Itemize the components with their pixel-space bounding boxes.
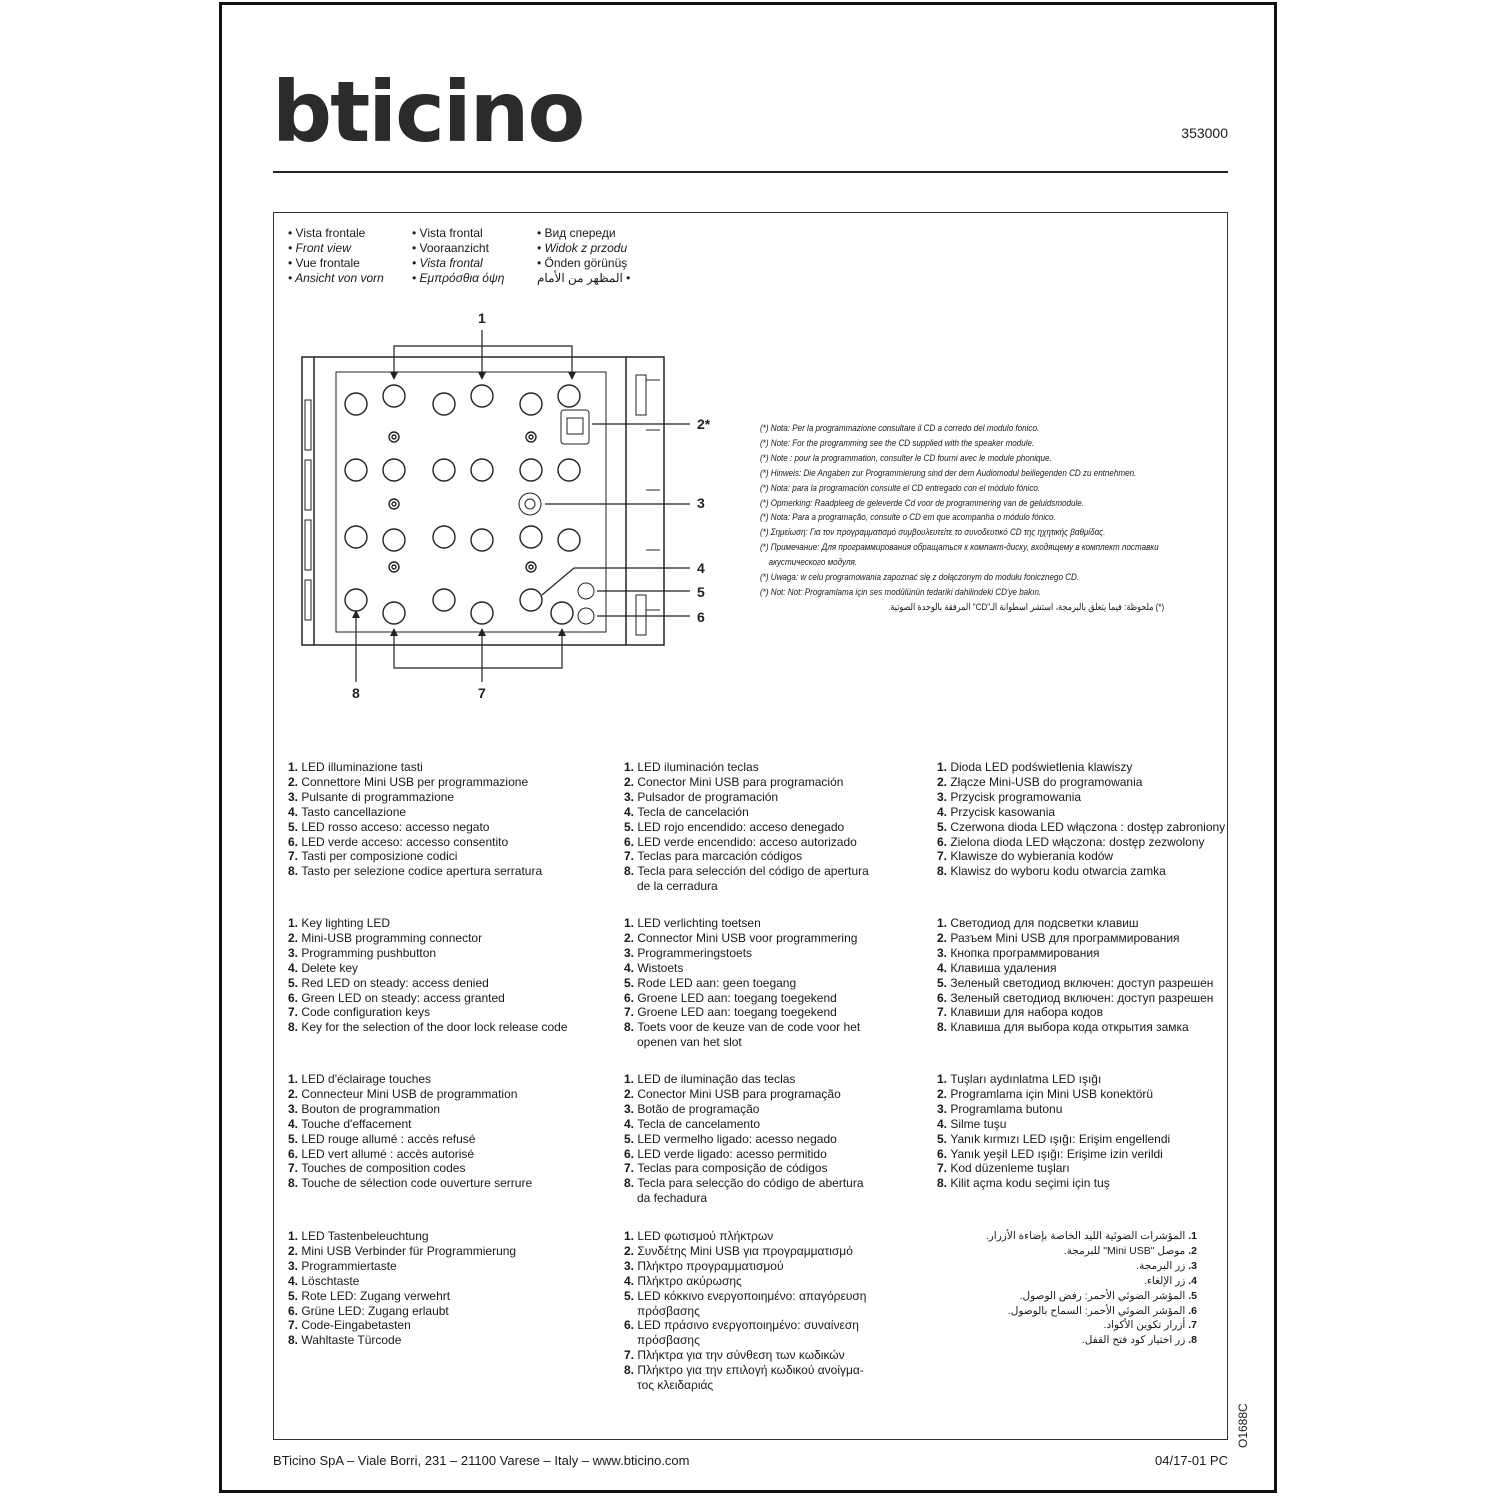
keypad-key bbox=[558, 385, 580, 407]
caption-line: 1. Key lighting LED bbox=[288, 916, 391, 930]
view-label: • المظهر من الأمام bbox=[537, 271, 631, 285]
caption-line: 8. Key for the selection of the door lock release code bbox=[288, 1020, 568, 1035]
caption-line: 4. Tecla de cancelación bbox=[624, 804, 749, 819]
note-line: (*) Σημείωση: Για τον προγραμματισμό συμβουλευτείτε το συνοδευτικό CD της ηχητικής βαθμίδας. bbox=[760, 526, 1106, 538]
note-line: (*) Not: Not: Programlama için ses modülünün tedariki dahilindeki CD'ye bakın. bbox=[760, 585, 1042, 597]
note-line: акустического модуля. bbox=[768, 556, 858, 568]
caption-line: 8. Wahltaste Türcode bbox=[288, 1333, 402, 1348]
callout-6: 6 bbox=[697, 609, 705, 625]
keypad-key bbox=[383, 385, 405, 407]
caption-line: 1. LED Tastenbeleuchtung bbox=[288, 1229, 429, 1243]
caption-line: 1. Светодиод для подсветки клавиш bbox=[937, 916, 1139, 930]
caption-line: 5. LED rojo encendido: acceso denegado bbox=[624, 819, 845, 834]
keypad-key bbox=[471, 385, 493, 407]
note-line-arabic: (*) ملحوظة: فيما يتعلق بالبرمجة، استشر اسطوانة الـ"CD" المرفقة بالوحدة الصوتية. bbox=[888, 600, 1165, 612]
caption-line: 2. Mini USB Verbinder für Programmierung bbox=[288, 1243, 517, 1258]
caption-line: 3. زر البرمجة. bbox=[1136, 1259, 1197, 1272]
caption-line: 8. Toets voor de keuze van de code voor het bbox=[624, 1020, 861, 1035]
view-label: • Vue frontale bbox=[288, 256, 360, 270]
caption-line: 7. أزرار تكوين الأكواد. bbox=[1103, 1319, 1197, 1332]
caption-line: 2. Mini-USB programming connector bbox=[288, 930, 483, 945]
caption-line: de la cerradura bbox=[637, 879, 718, 894]
caption-line: 2. Programlama için Mini USB konektörü bbox=[937, 1086, 1154, 1101]
caption-line: 7. Groene LED aan: toegang toegekend bbox=[624, 1005, 837, 1020]
callout-2: 2* bbox=[697, 416, 711, 432]
caption-line: 3. Кнопка программирования bbox=[937, 945, 1100, 960]
caption-line: 6. Green LED on steady: access granted bbox=[288, 990, 505, 1005]
caption-line: 5. Зеленый светодиод включен: доступ разрешен bbox=[937, 975, 1214, 990]
caption-line: 8. Tecla para selección del código de apertura bbox=[624, 864, 869, 879]
note-line: (*) Uwaga: w celu programowania zapoznać się z dołączonym do modułu fonicznego CD. bbox=[760, 571, 1080, 583]
caption-line: 1. LED de iluminação das teclas bbox=[624, 1072, 796, 1086]
caption-block-ar bbox=[937, 1229, 1197, 1348]
view-label: • Widok z przodu bbox=[537, 241, 628, 255]
caption-line: 7. Klawisze do wybierania kodów bbox=[937, 849, 1114, 864]
callout-7: 7 bbox=[478, 685, 486, 701]
caption-line: 2. Connettore Mini USB per programmazione bbox=[288, 774, 529, 789]
document-code: O1688C bbox=[1236, 1403, 1250, 1448]
caption-line: 4. Tasto cancellazione bbox=[288, 804, 407, 819]
caption-line: 4. زر الإلغاء. bbox=[1144, 1274, 1197, 1287]
caption-line: 8. Kilit açma kodu seçimi için tuş bbox=[937, 1176, 1110, 1191]
caption-line: 7. Teclas para composição de códigos bbox=[624, 1161, 828, 1176]
caption-line: da fechadura bbox=[637, 1191, 708, 1206]
caption-line: 1. LED iluminación teclas bbox=[624, 760, 759, 774]
caption-line: 4. Silme tuşu bbox=[937, 1116, 1007, 1131]
keypad-key bbox=[433, 393, 455, 415]
caption-line: 4. Tecla de cancelamento bbox=[624, 1116, 761, 1131]
keypad-key bbox=[433, 459, 455, 481]
caption-line: 2. Conector Mini USB para programação bbox=[624, 1086, 841, 1101]
note-line: (*) Note: For the programming see the CD supplied with the speaker module. bbox=[760, 436, 1035, 448]
view-label: • Vista frontale bbox=[288, 226, 366, 240]
caption-line: 3. Przycisk programowania bbox=[937, 789, 1082, 804]
footer-date: 04/17-01 PC bbox=[1155, 1453, 1228, 1468]
caption-line: 4. Wistoets bbox=[624, 960, 684, 975]
product-code: 353000 bbox=[1181, 125, 1228, 141]
keypad-key bbox=[520, 459, 542, 481]
caption-line: 5. LED κόκκινο ενεργοποιημένο: απαγόρευση bbox=[624, 1288, 867, 1303]
caption-line: 3. Bouton de programmation bbox=[288, 1101, 441, 1116]
caption-line: 2. Złącze Mini-USB do programowania bbox=[937, 774, 1143, 789]
keypad-key bbox=[520, 589, 542, 611]
keypad-key bbox=[383, 459, 405, 481]
keypad-key bbox=[345, 459, 367, 481]
caption-line: 1. المؤشرات الضوئية الليد الخاصة بإضاءة الأزرار. bbox=[985, 1230, 1197, 1242]
green-led bbox=[578, 608, 594, 624]
caption-line: 5. Yanık kırmızı LED ışığı: Erişim engellendi bbox=[937, 1131, 1171, 1146]
caption-line: 5. LED rosso acceso: accesso negato bbox=[288, 819, 490, 834]
caption-line: 4. Przycisk kasowania bbox=[937, 804, 1056, 819]
caption-line: 7. Kod düzenleme tuşları bbox=[937, 1161, 1070, 1176]
caption-line: 8. Touche de sélection code ouverture serrure bbox=[288, 1176, 533, 1191]
caption-line: 1. LED illuminazione tasti bbox=[288, 760, 423, 774]
caption-line: 6. Yanık yeşil LED ışığı: Erişime izin verildi bbox=[937, 1146, 1163, 1161]
caption-line: 6. LED vert allumé : accès autorisé bbox=[288, 1146, 475, 1161]
caption-line: 3. Programlama butonu bbox=[937, 1101, 1063, 1116]
caption-line: 1. LED φωτισμού πλήκτρων bbox=[624, 1229, 774, 1243]
caption-line: 7. Code-Eingabetasten bbox=[288, 1318, 411, 1333]
caption-block-el bbox=[624, 1229, 924, 1393]
caption-line: 1. Tuşları aydınlatma LED ışığı bbox=[937, 1072, 1102, 1086]
caption-line: 8. Πλήκτρο για την επιλογή κωδικού ανοίγμα- bbox=[624, 1363, 864, 1378]
keypad-key bbox=[345, 526, 367, 548]
callout-4: 4 bbox=[697, 560, 705, 576]
caption-line: 8. Klawisz do wyboru kodu otwarcia zamka bbox=[937, 864, 1166, 879]
caption-line: 7. Πλήκτρα για την σύνθεση των κωδικών bbox=[624, 1348, 845, 1363]
note-line: (*) Note : pour la programmation, consulter le CD fourni avec le module phonique. bbox=[760, 451, 1052, 463]
view-label: • Vista frontal bbox=[412, 256, 483, 270]
view-label: • Vista frontal bbox=[412, 226, 483, 240]
keypad-key bbox=[345, 589, 367, 611]
caption-line: 6. LED verde ligado: acesso permitido bbox=[624, 1146, 827, 1161]
caption-block-pt bbox=[624, 1072, 924, 1206]
view-label: • Front view bbox=[288, 241, 351, 255]
keypad-key bbox=[551, 602, 573, 624]
caption-line: 8. Tecla para selecção do código de abertura bbox=[624, 1176, 864, 1191]
caption-line: πρόσβασης bbox=[637, 1303, 700, 1318]
caption-line: 5. Red LED on steady: access denied bbox=[288, 975, 489, 990]
red-led bbox=[578, 583, 594, 599]
views-col-2 bbox=[412, 226, 504, 286]
caption-line: 2. Connector Mini USB voor programmering bbox=[624, 930, 858, 945]
view-label: • Vooraanzicht bbox=[412, 241, 489, 255]
keypad-key bbox=[471, 459, 493, 481]
caption-line: 3. Botão de programação bbox=[624, 1101, 760, 1116]
caption-line: 5. LED vermelho ligado: acesso negado bbox=[624, 1131, 837, 1146]
caption-line: 8. زر اختيار كود فتح القفل. bbox=[1081, 1334, 1197, 1347]
caption-line: 5. Rode LED aan: geen toegang bbox=[624, 975, 797, 990]
view-label: • Önden görünüş bbox=[537, 256, 628, 270]
caption-line: 1. LED d'éclairage touches bbox=[288, 1072, 432, 1086]
caption-line: 6. Zielona dioda LED włączona: dostęp zezwolony bbox=[937, 834, 1205, 849]
caption-block-de bbox=[288, 1229, 588, 1348]
caption-line: τος κλειδαριάς bbox=[637, 1378, 714, 1393]
keypad-key bbox=[383, 529, 405, 551]
keypad-key bbox=[471, 602, 493, 624]
caption-line: 7. Code configuration keys bbox=[288, 1005, 431, 1020]
caption-line: 5. Rote LED: Zugang verwehrt bbox=[288, 1288, 451, 1303]
callout-1: 1 bbox=[478, 310, 486, 326]
caption-line: 7. Teclas para marcación códigos bbox=[624, 849, 803, 864]
caption-line: 3. Πλήκτρο προγραμματισμού bbox=[624, 1258, 784, 1273]
views-col-3 bbox=[537, 226, 630, 286]
note-line: (*) Nota: Para a programação, consulte o CD em que acompanha o módulo fónico. bbox=[760, 511, 1056, 523]
callout-3: 3 bbox=[697, 495, 705, 511]
keypad-key bbox=[345, 393, 367, 415]
caption-block-en bbox=[288, 916, 588, 1035]
keypad-key bbox=[433, 589, 455, 611]
caption-line: 3. Programmiertaste bbox=[288, 1258, 397, 1273]
caption-line: 3. Programmeringstoets bbox=[624, 945, 753, 960]
keypad-key bbox=[558, 529, 580, 551]
note-line: (*) Hinweis: Die Angaben zur Programmierung sind der dem Audiomodul beiliegenden CD zu entnehmen. bbox=[760, 466, 1137, 478]
caption-line: 2. Connecteur Mini USB de programmation bbox=[288, 1086, 518, 1101]
caption-line: 8. Клавиша для выбора кода открытия замка bbox=[937, 1020, 1189, 1035]
caption-block-fr bbox=[288, 1072, 588, 1191]
keypad-key bbox=[520, 526, 542, 548]
caption-line: 5. LED rouge allumé : accès refusé bbox=[288, 1131, 476, 1146]
note-line: (*) Nota: Per la programmazione consultare il CD a corredo del modulo fonico. bbox=[760, 422, 1040, 433]
caption-line: 4. Πλήκτρο ακύρωσης bbox=[624, 1273, 742, 1288]
caption-line: openen van het slot bbox=[637, 1035, 742, 1050]
caption-block-pl bbox=[937, 760, 1237, 879]
keypad-key bbox=[558, 459, 580, 481]
caption-line: 6. المؤشر الضوئي الأحمر: السماح بالوصول. bbox=[1007, 1304, 1197, 1317]
caption-line: 4. Клавиша удаления bbox=[937, 960, 1057, 975]
caption-line: 2. Συνδέτης Mini USB για προγραμματισμό bbox=[624, 1243, 853, 1258]
caption-line: 6. LED verde encendido: acceso autorizado bbox=[624, 834, 857, 849]
caption-line: 3. Pulsador de programación bbox=[624, 789, 779, 804]
caption-line: 3. Programming pushbutton bbox=[288, 945, 437, 960]
caption-line: 2. Разъем Mini USB для программирования bbox=[937, 930, 1180, 945]
callout-8: 8 bbox=[352, 685, 360, 701]
caption-line: 7. Клавиши для набора кодов bbox=[937, 1005, 1103, 1020]
caption-line: 7. Touches de composition codes bbox=[288, 1161, 466, 1176]
caption-line: 6. Groene LED aan: toegang toegekend bbox=[624, 990, 837, 1005]
brand-logo: bticino bbox=[272, 63, 584, 161]
note-line: (*) Примечание: Для программирования обращаться к компакт-диску, входящему в комплект поставки bbox=[760, 541, 1159, 553]
caption-line: 2. موصل "Mini USB" للبرمجة. bbox=[1063, 1244, 1197, 1257]
caption-block-es bbox=[624, 760, 924, 894]
caption-line: 1. LED verlichting toetsen bbox=[624, 916, 761, 930]
caption-line: 4. Delete key bbox=[288, 960, 359, 975]
caption-line: 2. Conector Mini USB para programación bbox=[624, 774, 844, 789]
keypad-key bbox=[433, 526, 455, 548]
caption-line: 6. Зеленый светодиод включен: доступ разрешен bbox=[937, 990, 1214, 1005]
caption-line: 5. Czerwona dioda LED włączona : dostęp zabroniony bbox=[937, 819, 1226, 834]
programming-notes bbox=[760, 421, 1164, 615]
caption-line: 7. Tasti per composizione codici bbox=[288, 849, 458, 864]
footer-address: BTicino SpA – Viale Borri, 231 – 21100 Varese – Italy – www.bticino.com bbox=[273, 1453, 690, 1468]
caption-line: 4. Touche d'effacement bbox=[288, 1116, 412, 1131]
caption-block-tr bbox=[937, 1072, 1237, 1191]
note-line: (*) Opmerking: Raadpleeg de geleverde Cd voor de programmering van de geluidsmodule. bbox=[760, 496, 1085, 508]
view-label: • Ansicht von vorn bbox=[288, 271, 384, 285]
caption-line: 1. Dioda LED podświetlenia klawiszy bbox=[937, 760, 1133, 774]
caption-line: 5. المؤشر الضوئي الأحمر: رفض الوصول. bbox=[1019, 1289, 1197, 1302]
keypad-key bbox=[520, 393, 542, 415]
keypad-diagram bbox=[290, 300, 730, 710]
view-label: • Εμπρόσθια όψη bbox=[412, 271, 505, 285]
note-line: (*) Nota: para la programación consulte el CD entregado con el módulo fónico. bbox=[760, 481, 1041, 493]
caption-line: 6. LED verde acceso: accesso consentito bbox=[288, 834, 509, 849]
caption-block-it bbox=[288, 760, 588, 879]
caption-block-ru bbox=[937, 916, 1237, 1035]
caption-line: 4. Löschtaste bbox=[288, 1273, 360, 1288]
caption-line: 8. Tasto per selezione codice apertura serratura bbox=[288, 864, 543, 879]
keypad-key bbox=[471, 529, 493, 551]
header-divider bbox=[273, 171, 1228, 173]
caption-block-nl bbox=[624, 916, 924, 1050]
views-col-1 bbox=[288, 226, 384, 286]
keypad-key bbox=[383, 602, 405, 624]
caption-line: 6. LED πράσινο ενεργοποιημένο: συναίνεση bbox=[624, 1318, 859, 1333]
callout-5: 5 bbox=[697, 584, 705, 600]
caption-line: 6. Grüne LED: Zugang erlaubt bbox=[288, 1303, 449, 1318]
view-label: • Вид спереди bbox=[537, 226, 616, 240]
caption-line: 3. Pulsante di programmazione bbox=[288, 789, 455, 804]
caption-line: πρόσβασης bbox=[637, 1333, 700, 1348]
